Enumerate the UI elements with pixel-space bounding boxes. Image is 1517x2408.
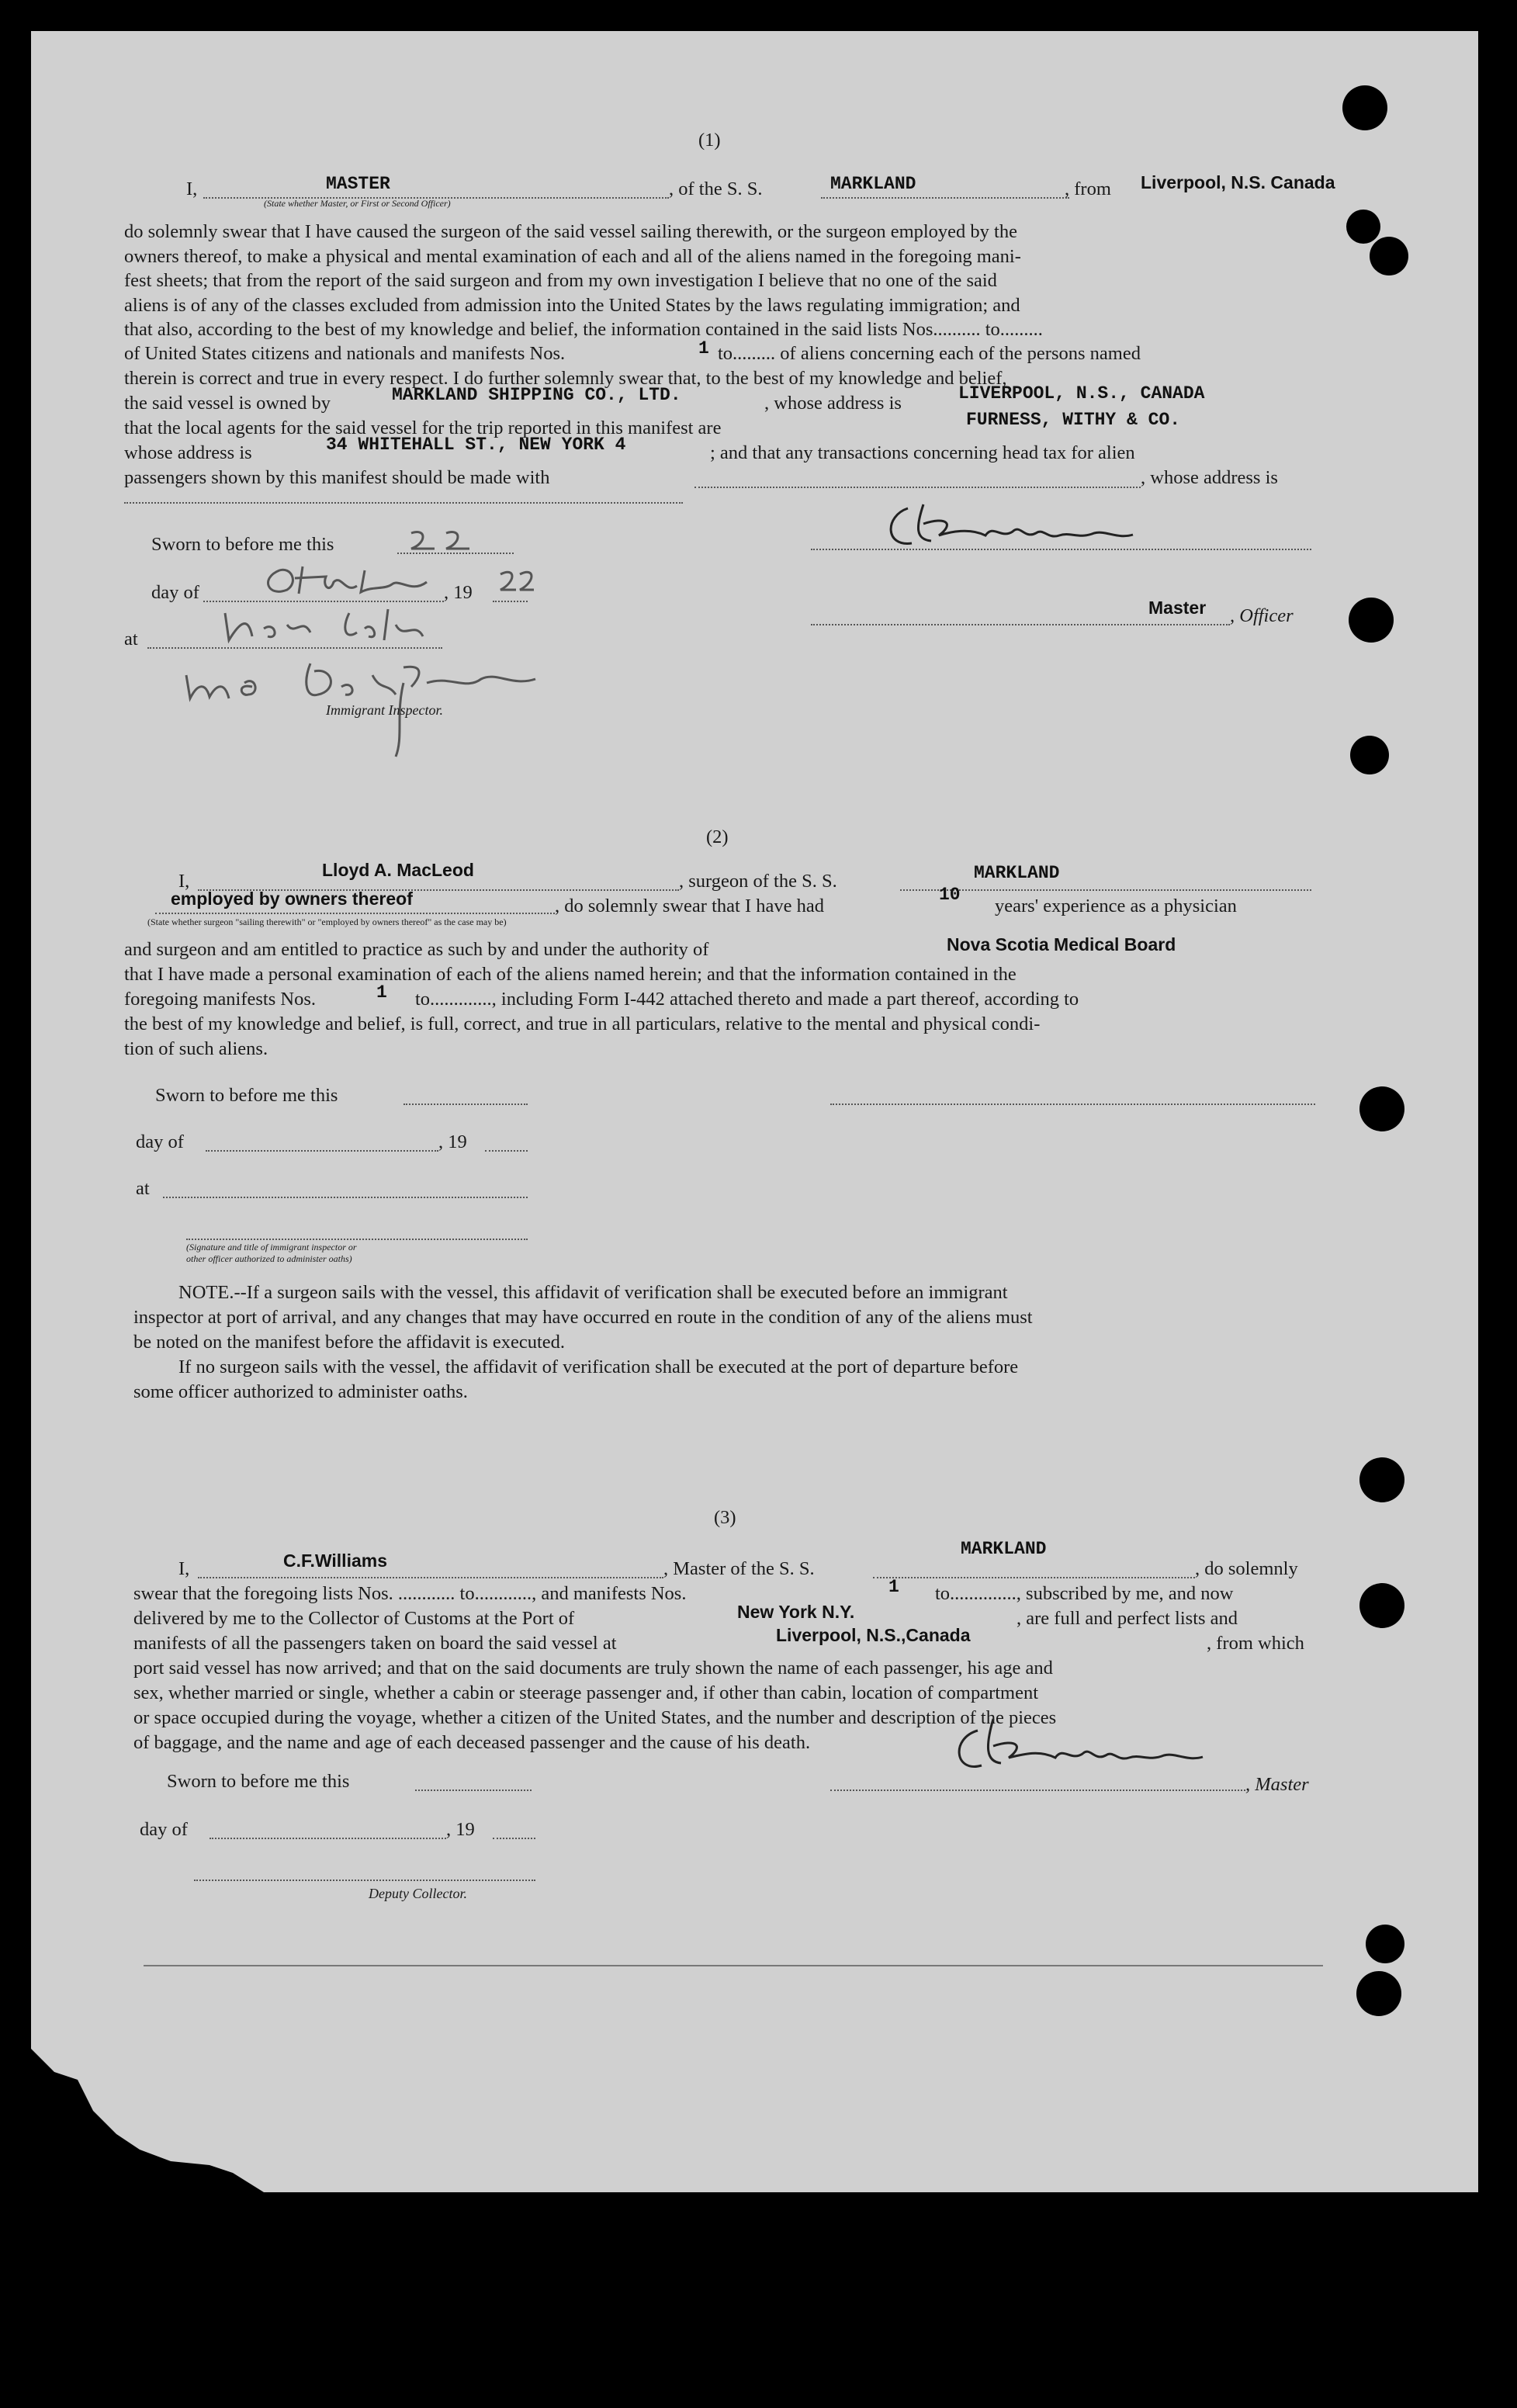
sec2-line3a: foregoing manifests Nos. <box>124 989 316 1010</box>
sec1-agents-address-text: whose address is <box>124 442 252 463</box>
sec2-ship: MARKLAND <box>974 863 1060 883</box>
sec1-year-prefix: , 19 <box>444 582 473 603</box>
sec1-agents-address: 34 WHITEHALL ST., NEW YORK 4 <box>326 435 626 455</box>
sec1-rank-line <box>203 180 669 199</box>
sec3-port: New York N.Y. <box>737 1602 855 1622</box>
sec1-paragraph <box>124 220 1311 342</box>
sec3-l4b: , from which <box>1207 1633 1304 1654</box>
sec1-whose-address2: , whose address is <box>1141 467 1278 488</box>
punch-hole <box>1356 1971 1401 2016</box>
sec1-line: fest sheets; that from the report of the said surgeon and from my own investigation I believe that no one of the said <box>124 270 997 291</box>
sec2-employed-line <box>155 896 555 914</box>
sec1-owner-address: LIVERPOOL, N.S., CANADA <box>958 383 1205 404</box>
sec2-surgeon-name: Lloyd A. MacLeod <box>322 860 474 880</box>
punch-hole <box>1350 736 1389 774</box>
sec2-note3: be noted on the manifest before the affidavit is executed. <box>133 1332 566 1353</box>
punch-hole <box>1366 1925 1404 1963</box>
sec1-whose-address: , whose address is <box>764 393 902 414</box>
sec1-blank <box>694 469 1141 488</box>
sec1-line: that also, according to the best of my knowledge and belief, the information contained in the said lists Nos.......... to......... <box>124 319 1043 340</box>
sec1-agents: FURNESS, WITHY & CO. <box>966 410 1181 430</box>
sec3-l2b: to.............., subscribed by me, and now <box>935 1583 1234 1604</box>
sec1-at: at <box>124 629 138 650</box>
sec3-ship-line <box>873 1560 1195 1578</box>
sec2-note1: NOTE.--If a surgeon sails with the vessel, this affidavit of verification shall be executed before an immigrant <box>178 1282 1008 1303</box>
sec3-l2a: swear that the foregoing lists Nos. ............ to............, and manifests Nos. <box>133 1583 687 1604</box>
sec3-sworn: Sworn to before me this <box>167 1771 350 1792</box>
sec3-sig-line <box>830 1772 1245 1791</box>
sec1-line: of United States citizens and nationals and manifests Nos. <box>124 343 566 364</box>
sec2-sworn-line <box>403 1086 528 1105</box>
sec1-owner: MARKLAND SHIPPING CO., LTD. <box>392 385 681 405</box>
punch-hole <box>1342 85 1387 130</box>
sec1-master-title: Master <box>1148 598 1207 618</box>
sec2-line-auth: and surgeon and am entitled to practice as such by and under the authority of <box>124 939 709 960</box>
sec3-day-of: day of <box>140 1819 188 1840</box>
torn-corner <box>31 2049 264 2196</box>
sec2-years: 10 <box>939 885 961 905</box>
sec1-owned-by: the said vessel is owned by <box>124 393 331 414</box>
sec2-swear: , do solemnly swear that I have had <box>555 896 824 916</box>
sec2-day-of: day of <box>136 1131 184 1152</box>
sec1-line: therein is correct and true in every respect. I do further solemnly swear that, to the best of my knowledge and belief, <box>124 368 1007 389</box>
sec2-year: , 19 <box>438 1131 467 1152</box>
sec1-sworn: Sworn to before me this <box>151 534 334 555</box>
sec3-master: , Master <box>1245 1774 1309 1795</box>
sec1-manifest-rest: to......... of aliens concerning each of the persons named <box>718 343 1141 364</box>
punch-hole <box>1370 237 1408 275</box>
sec3-i: I, <box>178 1558 190 1579</box>
punch-hole <box>1359 1086 1404 1131</box>
sec1-line: owners thereof, to make a physical and mental examination of each and all of the aliens named in the foregoing mani- <box>124 245 1021 267</box>
sec3-solemnly: , do solemnly <box>1195 1558 1298 1579</box>
sec1-from-value: Liverpool, N.S. Canada <box>1141 172 1335 192</box>
sec3-day-line <box>210 1821 446 1839</box>
sec1-blank <box>124 485 683 504</box>
sec1-head-tax: ; and that any transactions concerning head tax for alien <box>710 442 1135 463</box>
sec2-line3b: to............., including Form I-442 attached thereto and made a part thereof, according to <box>415 989 1079 1010</box>
sec2-sig-hint1: (Signature and title of immigrant inspector or <box>186 1242 357 1253</box>
sec3-l4a: manifests of all the passengers taken on board the said vessel at <box>133 1633 617 1654</box>
bottom-rule <box>144 1965 1323 1966</box>
sec2-authority: Nova Scotia Medical Board <box>947 934 1176 955</box>
sec3-l7: or space occupied during the voyage, whether a citizen of the United States, and the number and description of the pieces <box>133 1707 1057 1728</box>
sec3-l8: of baggage, and the name and age of each deceased passenger and the cause of his death. <box>133 1732 811 1753</box>
handwritten-place <box>217 605 450 648</box>
sec2-hint: (State whether surgeon "sailing therewith" or "employed by owners thereof" as the case may be) <box>147 916 507 927</box>
sec2-sworn: Sworn to before me this <box>155 1085 338 1106</box>
sec2-note2: inspector at port of arrival, and any changes that may have occurred en route in the condition of any of the aliens must <box>133 1307 1033 1328</box>
sec3-from-port: Liverpool, N.S.,Canada <box>776 1625 971 1645</box>
sec2-ship-line <box>900 872 1311 891</box>
sec2-line2: that I have made a personal examination of each of the aliens named herein; and that the information contained in the <box>124 964 1017 985</box>
sec1-agents-text: that the local agents for the said vessel for the trip reported in this manifest are <box>124 418 722 438</box>
sec1-officer: , Officer <box>1230 605 1294 626</box>
sec3-year: , 19 <box>446 1819 475 1840</box>
sec2-manifest-no: 1 <box>376 982 387 1003</box>
sec2-years-text: years' experience as a physician <box>995 896 1237 916</box>
sec1-inspector-label: Immigrant Inspector. <box>326 702 443 718</box>
handwritten-year <box>497 566 535 598</box>
sec3-master-of: , Master of the S. S. <box>663 1558 815 1579</box>
sec3-number: (3) <box>714 1507 736 1528</box>
sec2-note4: If no surgeon sails with the vessel, the affidavit of verification shall be executed at the port of departure before <box>178 1356 1019 1377</box>
sec3-l6: sex, whether married or single, whether a cabin or steerage passenger and, if other than cabin, location of compartment <box>133 1682 1039 1703</box>
punch-hole <box>1346 210 1380 244</box>
sec1-manifest-no: 1 <box>698 338 709 359</box>
sec1-line: do solemnly swear that I have caused the surgeon of the said vessel sailing therewith, or the surgeon employed by the <box>124 221 1017 242</box>
sec2-at-line <box>163 1180 528 1198</box>
punch-hole <box>1359 1457 1404 1502</box>
sec1-ship: MARKLAND <box>830 174 916 194</box>
sec1-from: , from <box>1065 178 1111 199</box>
sec1-sig-line <box>811 532 1311 550</box>
sec2-sig-line <box>830 1086 1315 1105</box>
sec3-collector-line <box>194 1862 535 1881</box>
sec3-sworn-line <box>415 1772 532 1791</box>
sec2-at: at <box>136 1178 150 1199</box>
sec1-day-of: day of <box>151 582 199 603</box>
sec2-note5: some officer authorized to administer oaths. <box>133 1381 468 1402</box>
sec3-l3a: delivered by me to the Collector of Customs at the Port of <box>133 1608 575 1629</box>
handwritten-date <box>403 524 489 555</box>
sec3-l3b: , are full and perfect lists and <box>1017 1608 1238 1629</box>
sec2-inspector-line <box>186 1221 528 1240</box>
punch-hole <box>1359 1583 1404 1628</box>
sec3-name: C.F.Williams <box>283 1550 387 1571</box>
sec2-employed: employed by owners thereof <box>171 889 413 909</box>
sec2-year-line <box>485 1133 528 1152</box>
sec1-rank-hint: (State whether Master, or First or Second Officer) <box>264 198 451 209</box>
master-signature <box>877 493 1172 563</box>
sec1-passengers-text: passengers shown by this manifest should be made with <box>124 467 550 488</box>
sec3-name-line <box>198 1560 663 1578</box>
sec1-i: I, <box>186 178 198 199</box>
sec2-sig-hint2: other officer authorized to administer oaths) <box>186 1253 352 1264</box>
sec3-ship: MARKLAND <box>961 1539 1047 1559</box>
sec2-number: (2) <box>706 826 729 847</box>
sec3-collector: Deputy Collector. <box>369 1886 467 1901</box>
sec2-surgeon-of: , surgeon of the S. S. <box>679 871 837 892</box>
sec2-day-line <box>206 1133 438 1152</box>
sec2-i: I, <box>178 871 190 892</box>
sec1-of-ss: , of the S. S. <box>669 178 763 199</box>
sec3-manifest-no: 1 <box>888 1577 899 1597</box>
sec2-line5: tion of such aliens. <box>124 1038 268 1059</box>
sec1-line: aliens is of any of the classes excluded from admission into the United States by the laws regulating immigration; and <box>124 294 1020 316</box>
sec3-year-line <box>493 1821 535 1839</box>
sec1-rank-value: MASTER <box>326 174 390 194</box>
sec2-line4: the best of my knowledge and belief, is full, correct, and true in all particulars, relative to the mental and physical condi- <box>124 1013 1041 1034</box>
punch-hole <box>1349 598 1394 643</box>
sec1-number: (1) <box>698 130 721 151</box>
sec3-l5: port said vessel has now arrived; and that on the said documents are truly shown the name of each passenger, his age and <box>133 1658 1053 1679</box>
handwritten-month <box>256 555 442 601</box>
